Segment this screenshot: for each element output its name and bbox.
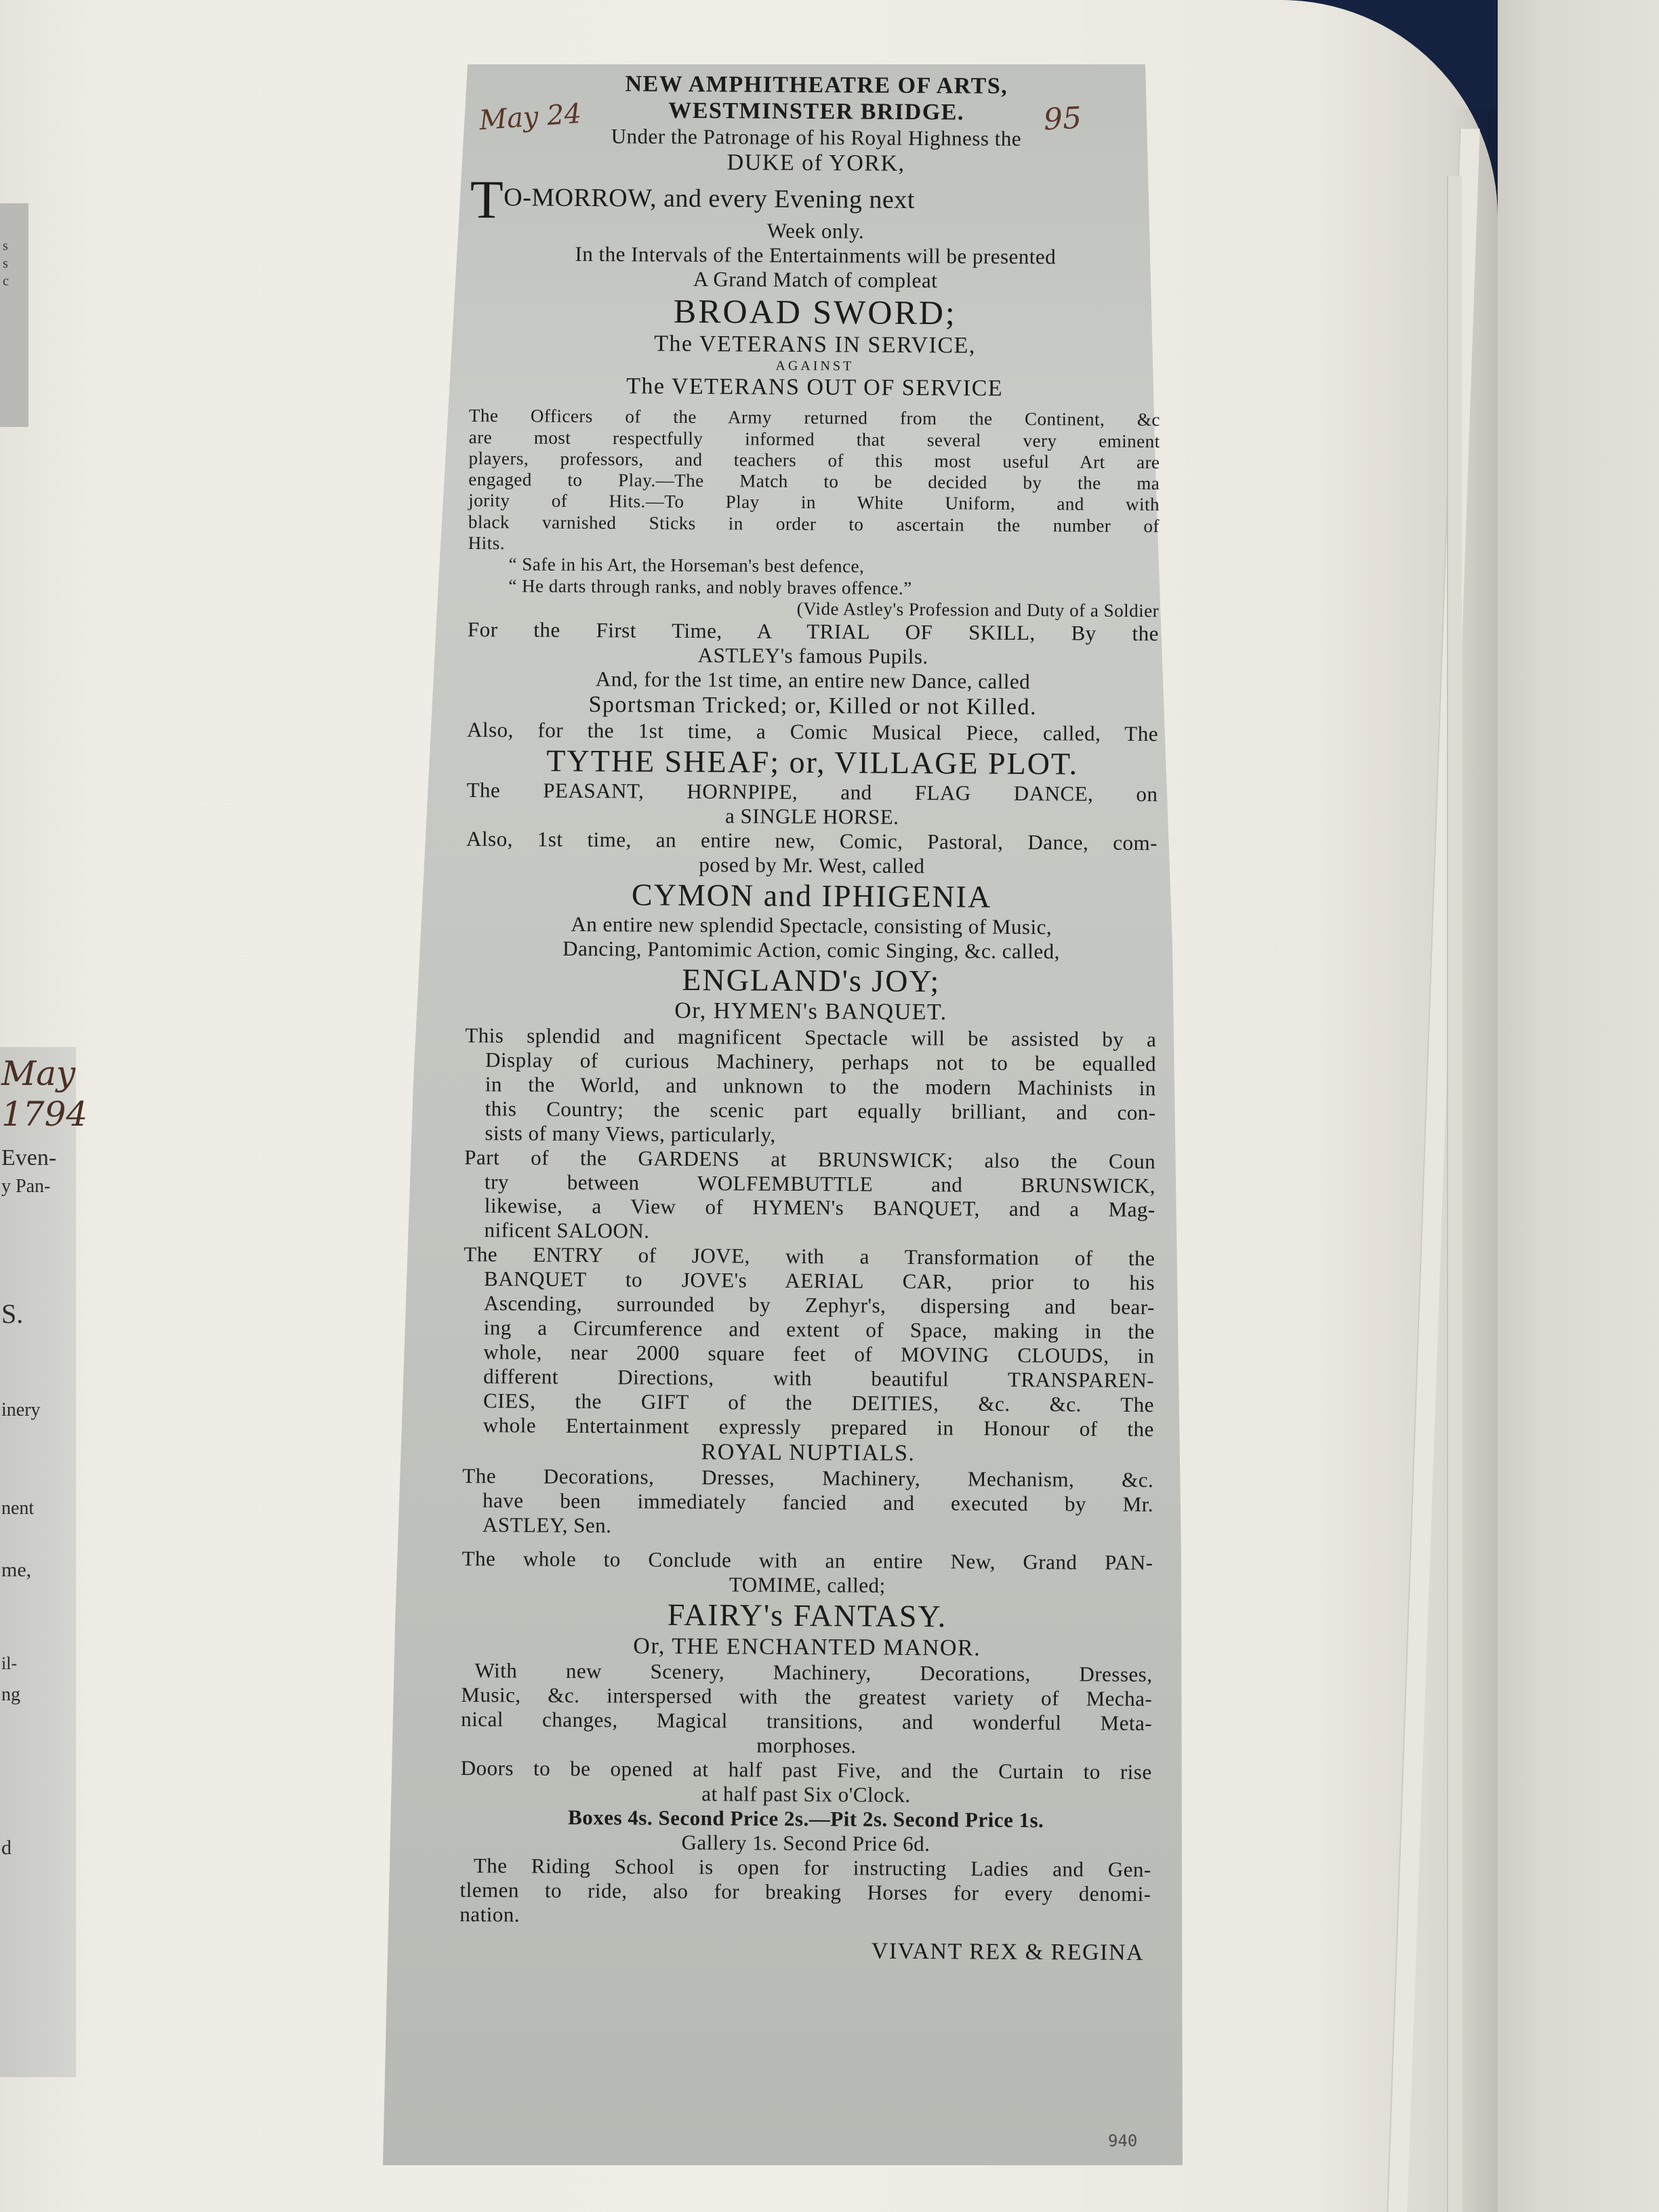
right-page [1498,0,1659,2212]
paragraph-line: tlemen to ride, also for breaking Horses for every denomi- [459,1877,1151,1906]
paragraph-line: whole, near 2000 square feet of MOVING CLOUDS, in [483,1340,1155,1368]
handwritten-number: 95 [1042,100,1083,138]
paragraph-line: The Riding School is open for instructing Ladies and Gen- [473,1853,1151,1881]
paragraph-line: With new Scenery, Machinery, Decorations, Dresses, [474,1658,1153,1687]
drop-cap: T [470,170,504,230]
pantomime-subtitle: Or, THE ENCHANTED MANOR. [633,1633,981,1661]
england-subtitle: Or, HYMEN's BANQUET. [674,998,947,1025]
england-title: ENGLAND's JOY; [682,962,941,999]
cymon-title: CYMON and IPHIGENIA [631,877,992,914]
quote-line: “ He darts through ranks, and nobly braves offence.” [508,575,912,598]
cymon-line: posed by Mr. West, called [699,852,925,878]
decorations-paragraph [462,1464,1154,1541]
paragraph-line: This splendid and magnificent Spectacle will be assisted by a [465,1023,1157,1052]
margin-fragment-left [0,1047,88,2077]
riding-school-paragraph [459,1853,1151,1931]
paragraph-line: nical changes, Magical transitions, and wonderful Meta- [461,1706,1153,1736]
tythe-line: a SINGLE HORSE. [724,804,899,829]
pantomime-line: The whole to Conclude with an entire New, Grand PAN- [462,1547,1153,1575]
page-edge-inner [1447,176,1462,2212]
header-duke: DUKE of YORK, [726,150,905,176]
doors-line: at half past Six o'Clock. [701,1781,911,1807]
handwritten-year: 1794 [1,1094,88,1134]
margin-text: c [3,274,9,289]
paragraph-line: Part of the GARDENS at BRUNSWICK; also the Coun [464,1145,1156,1173]
handwritten-date: May 24 [478,98,583,137]
paragraph-line: engaged to Play.—The Match to be decided by the ma [468,469,1160,494]
trial-line: For the First Time, A TRIAL OF SKILL, By the [467,617,1160,646]
paragraph-line: in the World, and unknown to the modern Machinists in [485,1071,1156,1100]
tythe-line: The PEASANT, HORNPIPE, and FLAG DANCE, on [466,777,1158,806]
broadsword-line: A Grand Match of compleat [693,267,938,293]
paragraph-line: are most respectfully informed that several very eminent [468,426,1160,451]
paragraph-line: ROYAL NUPTIALS. [701,1439,916,1467]
paragraph-line: The ENTRY of JOVE, with a Transformation of the [464,1242,1155,1271]
paragraph-line: The Officers of the Army returned from the Continent, &c [468,405,1160,430]
margin-text: nent [1,1498,35,1519]
paragraph-line: have been immediately fancied and executed by Mr. [482,1488,1154,1517]
intro-text-2: Week only. [766,218,865,243]
margin-text: y Pan- [1,1176,51,1197]
prices-line: Gallery 1s. Second Price 6d. [681,1830,930,1856]
tythe-line: Also, for the 1st time, a Comic Musical Piece, called, The [466,717,1159,745]
paragraph-line: BANQUET to JOVE's AERIAL CAR, prior to his [483,1267,1155,1295]
broadsword-line: The VETERANS IN SERVICE, [654,331,976,359]
doors-line: Doors to be opened at half past Five, and the Curtain to rise [460,1755,1152,1784]
paragraph-line: CIES, the GIFT of the DEITIES, &c. &c. The [483,1389,1155,1417]
margin-text: S. [1,1298,24,1329]
paragraph-line: whole Entertainment expressly prepared in Honour of the [483,1413,1154,1441]
margin-text: Even- [1,1145,57,1170]
quote-line: (Vide Astley's Profession and Duty of a Soldier [796,598,1160,621]
stamped-number: 940 [1108,2131,1138,2150]
paragraph-line: ASTLEY, Sen. [482,1513,612,1538]
paragraph-line: players, professors, and teachers of this most useful Art are [468,447,1160,473]
paragraph-line: this Country; the scenic part equally brilliant, and con- [485,1096,1156,1124]
paragraph-line: sists of many Views, particularly, [485,1120,776,1147]
quote-block [468,554,1160,621]
england-line: An entire new splendid Spectacle, consisting of Music, [571,912,1052,939]
margin-text: inery [1,1399,41,1420]
pantomime-line: TOMIME, called; [729,1572,886,1598]
pantomime-title: FAIRY's FANTASY. [667,1597,947,1634]
paragraph-line: likewise, a View of HYMEN's BANQUET, and a Mag- [484,1193,1155,1222]
paragraph-line: Music, &c. interspersed with the greatest variety of Mecha- [461,1682,1153,1711]
england-line: Dancing, Pantomimic Action, comic Singing, &c. called, [562,936,1061,964]
broadsword-line: The VETERANS OUT OF SERVICE [626,373,1004,401]
handwritten-month: May [1,1054,76,1093]
scenery-paragraph [461,1658,1153,1760]
dance-title: Sportsman Tricked; or, Killed or not Killed. [588,692,1038,720]
quote-line: “ Safe in his Art, the Horseman's best defence, [508,554,865,577]
dance-line: And, for the 1st time, an entire new Dance, called [595,667,1031,694]
spectacle-paragraph [464,1023,1156,1149]
header-title: NEW AMPHITHEATRE OF ARTS, [625,71,1008,99]
closing-line: VIVANT REX & REGINA [871,1939,1145,1966]
intro-text: O-MORROW, and every Evening next [504,183,915,215]
margin-text: ng [1,1684,20,1705]
paragraph-line: jority of Hits.—To Play in White Uniform, and with [468,490,1160,515]
paragraph-line: ing a Circumference and extent of Space, making in the [483,1315,1155,1344]
paragraph-line: black varnished Sticks in order to ascertain the number of [468,511,1160,536]
paragraph-line: The Decorations, Dresses, Machinery, Mechanism, &c. [462,1464,1154,1492]
gardens-paragraph [464,1145,1155,1247]
broadsword-line: AGAINST [775,358,855,374]
paragraph-line: different Directions, with beautiful TRANSPAREN- [483,1364,1155,1393]
broadsword-title: BROAD SWORD; [673,291,957,332]
margin-text: d [1,1837,12,1859]
paragraph-line: Display of curious Machinery, perhaps not to be equalled [485,1047,1157,1076]
margin-fragment-top [0,203,28,427]
trial-line: ASTLEY's famous Pupils. [697,643,928,669]
header-location: WESTMINSTER BRIDGE. [668,98,965,125]
jove-paragraph [462,1242,1155,1468]
pantomime-block [462,1547,1153,1662]
paragraph-line: Hits. [468,533,506,554]
officers-paragraph [468,405,1160,558]
paragraph-line: morphoses. [756,1733,857,1758]
margin-text: il- [1,1654,18,1673]
paragraph-line: Ascending, surrounded by Zephyr's, dispersing and bear- [483,1291,1155,1319]
intro-line [470,170,1162,230]
paragraph-line: nificent SALOON. [484,1218,650,1244]
broadsword-line: In the Intervals of the Entertainments will be presented [575,242,1057,269]
margin-text: s [3,239,8,253]
header-patronage: Under the Patronage of his Royal Highness the [611,124,1022,150]
prices-line: Boxes 4s. Second Price 2s.—Pit 2s. Second Price 1s. [568,1805,1044,1832]
tythe-title: TYTHE SHEAF; or, VILLAGE PLOT. [546,743,1079,781]
margin-text: s [3,256,8,271]
paragraph-line: try between WOLFEMBUTTLE and BRUNSWICK, [484,1169,1156,1197]
cymon-line: Also, 1st time, an entire new, Comic, Pastoral, Dance, com- [466,826,1158,855]
margin-text: me, [1,1559,32,1581]
paragraph-line: nation. [459,1902,520,1927]
playbill-clipping [383,64,1183,2165]
playbill-text [459,70,1162,1967]
